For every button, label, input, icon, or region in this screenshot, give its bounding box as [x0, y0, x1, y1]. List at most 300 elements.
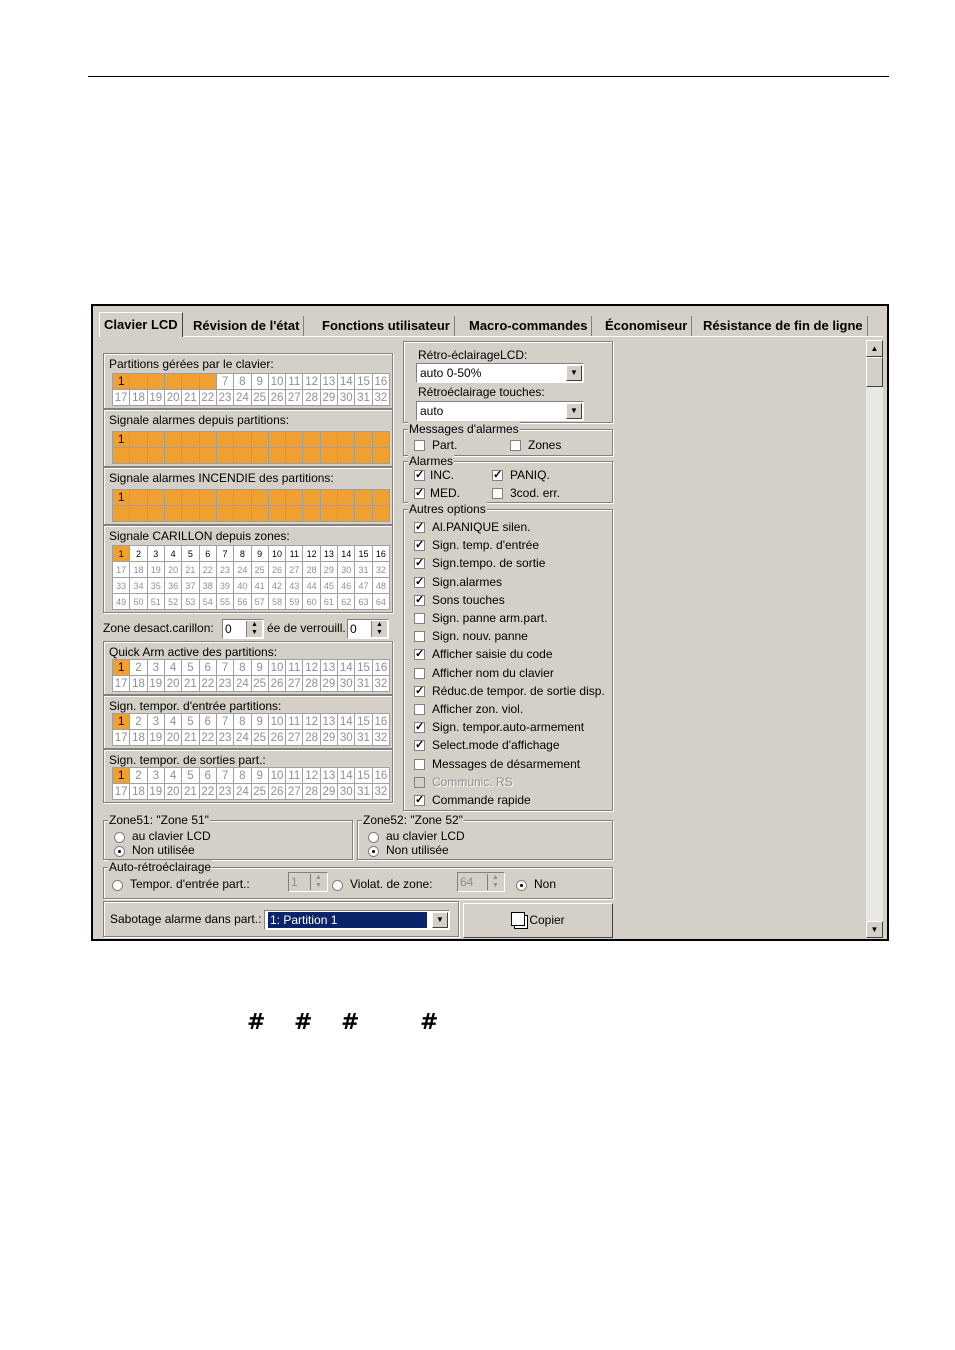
partition-cell[interactable]: 6: [199, 490, 216, 506]
zone-cell[interactable]: 64: [372, 594, 389, 610]
partition-cell[interactable]: 13: [320, 432, 337, 448]
zone-cell[interactable]: 21: [182, 562, 199, 578]
partition-cell[interactable]: 29: [320, 390, 337, 406]
partition-cell[interactable]: 22: [199, 730, 216, 746]
zone-cell[interactable]: 8: [234, 546, 251, 562]
partition-cell[interactable]: 24: [234, 448, 251, 464]
copier-button[interactable]: [463, 903, 613, 938]
signale-alarmes-grid[interactable]: [112, 431, 390, 464]
option-checkbox[interactable]: ✓: [415, 575, 425, 588]
partition-cell[interactable]: 5: [182, 768, 199, 784]
partition-cell[interactable]: 26: [268, 676, 285, 692]
partition-cell[interactable]: 1: [113, 660, 130, 676]
tab-macro-commandes[interactable]: Macro-commandes: [465, 316, 592, 336]
partition-cell[interactable]: 12: [303, 714, 320, 730]
partition-cell[interactable]: 4: [164, 374, 181, 390]
partition-cell[interactable]: 3: [147, 374, 164, 390]
partition-cell[interactable]: 31: [355, 784, 372, 800]
tab-economiseur[interactable]: Économiseur: [601, 316, 692, 336]
partition-cell[interactable]: 24: [234, 506, 251, 522]
scroll-thumb[interactable]: [866, 357, 883, 387]
partition-cell[interactable]: 23: [216, 676, 233, 692]
partition-cell[interactable]: 26: [268, 390, 285, 406]
partition-cell[interactable]: 10: [268, 768, 285, 784]
partition-cell[interactable]: 3: [147, 432, 164, 448]
partition-cell[interactable]: 8: [234, 374, 251, 390]
partition-cell[interactable]: 23: [216, 730, 233, 746]
option-checkbox[interactable]: [414, 759, 425, 770]
zone-cell[interactable]: 18: [130, 562, 147, 578]
zone-cell[interactable]: 28: [303, 562, 320, 578]
partition-cell[interactable]: 14: [338, 432, 355, 448]
partition-cell[interactable]: 6: [199, 374, 216, 390]
option-checkbox[interactable]: [414, 668, 425, 679]
scroll-down-icon[interactable]: ▼: [866, 921, 883, 938]
zones-checkbox[interactable]: [510, 440, 521, 451]
paniq-checkbox[interactable]: ✓: [493, 469, 503, 481]
partition-cell[interactable]: 8: [234, 714, 251, 730]
partition-cell[interactable]: 3: [147, 768, 164, 784]
partition-cell[interactable]: 13: [320, 374, 337, 390]
partition-cell[interactable]: 4: [164, 714, 181, 730]
partition-cell[interactable]: 20: [164, 730, 181, 746]
partition-cell[interactable]: 30: [338, 784, 355, 800]
zone-cell[interactable]: 44: [303, 578, 320, 594]
partition-cell[interactable]: 22: [199, 506, 216, 522]
zone-desact-spinner[interactable]: [222, 619, 264, 639]
option-checkbox[interactable]: ✓: [415, 557, 425, 570]
partition-cell[interactable]: 30: [338, 448, 355, 464]
zone-cell[interactable]: 14: [338, 546, 355, 562]
partition-cell[interactable]: 15: [355, 714, 372, 730]
option-checkbox[interactable]: [414, 613, 425, 624]
partition-cell[interactable]: 22: [199, 784, 216, 800]
partition-cell[interactable]: 14: [338, 374, 355, 390]
zone-cell[interactable]: 27: [286, 562, 303, 578]
zone-cell[interactable]: 41: [251, 578, 268, 594]
3cod-checkbox[interactable]: [492, 488, 503, 499]
option-checkbox[interactable]: [414, 777, 425, 788]
partition-cell[interactable]: 10: [268, 374, 285, 390]
partition-cell[interactable]: 3: [147, 714, 164, 730]
zone-cell[interactable]: 34: [130, 578, 147, 594]
zone-cell[interactable]: 54: [199, 594, 216, 610]
partition-cell[interactable]: 23: [216, 390, 233, 406]
partition-cell[interactable]: 11: [286, 768, 303, 784]
non-radio[interactable]: [516, 880, 527, 891]
partition-cell[interactable]: 25: [251, 784, 268, 800]
zone-cell[interactable]: 11: [286, 546, 303, 562]
tempor-entree-spinner[interactable]: [288, 872, 328, 892]
med-checkbox[interactable]: ✓: [415, 487, 425, 499]
zone-cell[interactable]: 25: [251, 562, 268, 578]
partition-cell[interactable]: 29: [320, 784, 337, 800]
zone-cell[interactable]: 22: [199, 562, 216, 578]
partition-cell[interactable]: 21: [182, 730, 199, 746]
violat-zone-radio[interactable]: [332, 880, 343, 891]
partition-cell[interactable]: 32: [372, 676, 389, 692]
partition-cell[interactable]: 28: [303, 506, 320, 522]
partition-cell[interactable]: 30: [338, 390, 355, 406]
partition-cell[interactable]: 21: [182, 676, 199, 692]
chevron-down-icon[interactable]: ▼: [432, 912, 448, 928]
partition-cell[interactable]: 5: [182, 714, 199, 730]
partition-cell[interactable]: 1: [113, 714, 130, 730]
vertical-scrollbar[interactable]: [866, 340, 883, 938]
zone-cell[interactable]: 38: [199, 578, 216, 594]
zone-cell[interactable]: 48: [372, 578, 389, 594]
option-checkbox[interactable]: [414, 631, 425, 642]
partition-cell[interactable]: 19: [147, 784, 164, 800]
partition-cell[interactable]: 23: [216, 448, 233, 464]
zone-cell[interactable]: 46: [338, 578, 355, 594]
zone-cell[interactable]: 6: [199, 546, 216, 562]
retro-touches-select[interactable]: [416, 401, 584, 421]
partition-cell[interactable]: 31: [355, 730, 372, 746]
partition-cell[interactable]: 12: [303, 490, 320, 506]
zone-cell[interactable]: 24: [234, 562, 251, 578]
zone-cell[interactable]: 26: [268, 562, 285, 578]
partition-cell[interactable]: 31: [355, 390, 372, 406]
partition-cell[interactable]: 2: [130, 660, 147, 676]
partition-cell[interactable]: 1: [113, 490, 130, 506]
partition-cell[interactable]: 28: [303, 730, 320, 746]
zone-cell[interactable]: 45: [320, 578, 337, 594]
partition-cell[interactable]: 15: [355, 660, 372, 676]
partition-cell[interactable]: 30: [338, 730, 355, 746]
partition-cell[interactable]: 24: [234, 676, 251, 692]
partition-cell[interactable]: 31: [355, 676, 372, 692]
verrouillage-spinner[interactable]: [347, 619, 389, 639]
quick-arm-grid[interactable]: [112, 659, 390, 692]
chevron-down-icon[interactable]: ▼: [566, 403, 582, 419]
spin-arrows-icon[interactable]: ▲ ▼: [310, 874, 326, 890]
retro-lcd-select[interactable]: [416, 363, 584, 383]
partition-cell[interactable]: 11: [286, 490, 303, 506]
zone-cell[interactable]: 51: [147, 594, 164, 610]
zone-cell[interactable]: 60: [303, 594, 320, 610]
zone-cell[interactable]: 39: [216, 578, 233, 594]
partition-cell[interactable]: 12: [303, 768, 320, 784]
partition-cell[interactable]: 14: [338, 490, 355, 506]
partition-cell[interactable]: 18: [130, 448, 147, 464]
partition-cell[interactable]: 20: [164, 390, 181, 406]
partition-cell[interactable]: 30: [338, 676, 355, 692]
partition-cell[interactable]: 11: [286, 374, 303, 390]
zone-cell[interactable]: 63: [355, 594, 372, 610]
partition-cell[interactable]: 13: [320, 768, 337, 784]
partition-cell[interactable]: 18: [130, 730, 147, 746]
partition-cell[interactable]: 29: [320, 506, 337, 522]
partition-cell[interactable]: 23: [216, 784, 233, 800]
partition-cell[interactable]: 10: [268, 660, 285, 676]
inc-checkbox[interactable]: ✓: [415, 469, 425, 481]
partition-cell[interactable]: 1: [113, 374, 130, 390]
partition-cell[interactable]: 12: [303, 432, 320, 448]
zone-cell[interactable]: 53: [182, 594, 199, 610]
partition-cell[interactable]: 5: [182, 432, 199, 448]
partition-cell[interactable]: 20: [164, 784, 181, 800]
zone-cell[interactable]: 23: [216, 562, 233, 578]
zone52-clavier-radio[interactable]: [368, 832, 379, 843]
partition-cell[interactable]: 25: [251, 448, 268, 464]
option-checkbox[interactable]: ✓: [415, 739, 425, 752]
partition-cell[interactable]: 21: [182, 448, 199, 464]
zone-cell[interactable]: 62: [338, 594, 355, 610]
zone-cell[interactable]: 20: [164, 562, 181, 578]
partition-cell[interactable]: 1: [113, 432, 130, 448]
zone-cell[interactable]: 7: [216, 546, 233, 562]
partition-cell[interactable]: 9: [251, 660, 268, 676]
partition-cell[interactable]: 13: [320, 660, 337, 676]
partition-cell[interactable]: 18: [130, 506, 147, 522]
partition-cell[interactable]: 3: [147, 490, 164, 506]
part-checkbox[interactable]: [414, 440, 425, 451]
chevron-down-icon[interactable]: ▼: [566, 365, 582, 381]
partition-cell[interactable]: 16: [372, 768, 389, 784]
partition-cell[interactable]: 2: [130, 490, 147, 506]
tempor-entree-radio[interactable]: [112, 880, 123, 891]
partition-cell[interactable]: 5: [182, 660, 199, 676]
partition-cell[interactable]: 14: [338, 714, 355, 730]
partition-cell[interactable]: 3: [147, 660, 164, 676]
zone-cell[interactable]: 49: [113, 594, 130, 610]
tab-revision-etat[interactable]: Révision de l'état: [189, 316, 304, 336]
partition-cell[interactable]: 28: [303, 448, 320, 464]
partition-cell[interactable]: 4: [164, 490, 181, 506]
partition-cell[interactable]: 4: [164, 768, 181, 784]
option-checkbox[interactable]: ✓: [415, 593, 425, 606]
signale-incendie-grid[interactable]: [112, 489, 390, 522]
tab-clavier-lcd[interactable]: Clavier LCD: [99, 312, 183, 337]
partition-cell[interactable]: 16: [372, 374, 389, 390]
partition-cell[interactable]: 9: [251, 490, 268, 506]
partition-cell[interactable]: 19: [147, 730, 164, 746]
partition-cell[interactable]: 27: [286, 448, 303, 464]
zone-cell[interactable]: 59: [286, 594, 303, 610]
partition-cell[interactable]: 11: [286, 660, 303, 676]
partition-cell[interactable]: 17: [113, 506, 130, 522]
partition-cell[interactable]: 24: [234, 730, 251, 746]
partition-cell[interactable]: 25: [251, 730, 268, 746]
partition-cell[interactable]: 24: [234, 784, 251, 800]
carillon-grid[interactable]: [112, 545, 390, 610]
zone-cell[interactable]: 4: [164, 546, 181, 562]
partition-cell[interactable]: 5: [182, 374, 199, 390]
zone-cell[interactable]: 61: [320, 594, 337, 610]
partition-cell[interactable]: 25: [251, 506, 268, 522]
partition-cell[interactable]: 9: [251, 432, 268, 448]
partition-cell[interactable]: 20: [164, 676, 181, 692]
partition-cell[interactable]: 29: [320, 730, 337, 746]
partitions-gerees-grid[interactable]: [112, 373, 390, 406]
partition-cell[interactable]: 27: [286, 390, 303, 406]
zone-cell[interactable]: 16: [372, 546, 389, 562]
zone-cell[interactable]: 56: [234, 594, 251, 610]
partition-cell[interactable]: 1: [113, 768, 130, 784]
partition-cell[interactable]: 16: [372, 432, 389, 448]
partition-cell[interactable]: 6: [199, 714, 216, 730]
tab-fonctions-utilisateur[interactable]: Fonctions utilisateur: [318, 316, 455, 336]
partition-cell[interactable]: 17: [113, 784, 130, 800]
partition-cell[interactable]: 10: [268, 432, 285, 448]
zone51-clavier-radio[interactable]: [114, 832, 125, 843]
partition-cell[interactable]: 15: [355, 374, 372, 390]
zone-cell[interactable]: 32: [372, 562, 389, 578]
zone-cell[interactable]: 37: [182, 578, 199, 594]
partition-cell[interactable]: 5: [182, 490, 199, 506]
partition-cell[interactable]: 25: [251, 390, 268, 406]
partition-cell[interactable]: 14: [338, 768, 355, 784]
partition-cell[interactable]: 2: [130, 768, 147, 784]
option-checkbox[interactable]: ✓: [415, 684, 425, 697]
partition-cell[interactable]: 9: [251, 374, 268, 390]
partition-cell[interactable]: 11: [286, 714, 303, 730]
partition-cell[interactable]: 2: [130, 714, 147, 730]
partition-cell[interactable]: 27: [286, 506, 303, 522]
partition-cell[interactable]: 6: [199, 432, 216, 448]
partition-cell[interactable]: 15: [355, 768, 372, 784]
zone51-non-utilisee-radio[interactable]: [114, 846, 125, 857]
partition-cell[interactable]: 7: [216, 432, 233, 448]
partition-cell[interactable]: 17: [113, 730, 130, 746]
partition-cell[interactable]: 28: [303, 676, 320, 692]
partition-cell[interactable]: 6: [199, 768, 216, 784]
zone-cell[interactable]: 29: [320, 562, 337, 578]
zone-cell[interactable]: 35: [147, 578, 164, 594]
partition-cell[interactable]: 15: [355, 490, 372, 506]
partition-cell[interactable]: 23: [216, 506, 233, 522]
zone-cell[interactable]: 40: [234, 578, 251, 594]
zone-cell[interactable]: 5: [182, 546, 199, 562]
partition-cell[interactable]: 7: [216, 768, 233, 784]
partition-cell[interactable]: 15: [355, 432, 372, 448]
zone-cell[interactable]: 33: [113, 578, 130, 594]
zone-cell[interactable]: 17: [113, 562, 130, 578]
option-checkbox[interactable]: [414, 704, 425, 715]
partition-cell[interactable]: 18: [130, 676, 147, 692]
partition-cell[interactable]: 27: [286, 676, 303, 692]
partition-cell[interactable]: 4: [164, 660, 181, 676]
zone-cell[interactable]: 50: [130, 594, 147, 610]
zone-cell[interactable]: 15: [355, 546, 372, 562]
partition-cell[interactable]: 7: [216, 490, 233, 506]
partition-cell[interactable]: 32: [372, 390, 389, 406]
partition-cell[interactable]: 27: [286, 730, 303, 746]
zone-cell[interactable]: 57: [251, 594, 268, 610]
partition-cell[interactable]: 32: [372, 448, 389, 464]
partition-cell[interactable]: 9: [251, 768, 268, 784]
partition-cell[interactable]: 20: [164, 506, 181, 522]
partition-cell[interactable]: 26: [268, 730, 285, 746]
partition-cell[interactable]: 7: [216, 374, 233, 390]
partition-cell[interactable]: 12: [303, 374, 320, 390]
partition-cell[interactable]: 7: [216, 714, 233, 730]
zone-cell[interactable]: 19: [147, 562, 164, 578]
partition-cell[interactable]: 6: [199, 660, 216, 676]
partition-cell[interactable]: 20: [164, 448, 181, 464]
partition-cell[interactable]: 13: [320, 490, 337, 506]
zone-cell[interactable]: 9: [251, 546, 268, 562]
partition-cell[interactable]: 31: [355, 506, 372, 522]
zone-cell[interactable]: 13: [320, 546, 337, 562]
zone-cell[interactable]: 2: [130, 546, 147, 562]
zone-cell[interactable]: 52: [164, 594, 181, 610]
partition-cell[interactable]: 19: [147, 390, 164, 406]
scroll-up-icon[interactable]: ▲: [866, 340, 883, 357]
partition-cell[interactable]: 13: [320, 714, 337, 730]
zone-cell[interactable]: 31: [355, 562, 372, 578]
partition-cell[interactable]: 32: [372, 506, 389, 522]
partition-cell[interactable]: 16: [372, 490, 389, 506]
partition-cell[interactable]: 32: [372, 730, 389, 746]
partition-cell[interactable]: 26: [268, 784, 285, 800]
partition-cell[interactable]: 10: [268, 714, 285, 730]
partition-cell[interactable]: 8: [234, 768, 251, 784]
violat-zone-spinner[interactable]: [457, 872, 505, 892]
partition-cell[interactable]: 16: [372, 660, 389, 676]
partition-cell[interactable]: 27: [286, 784, 303, 800]
zone-cell[interactable]: 30: [338, 562, 355, 578]
tempor-sorties-grid[interactable]: [112, 767, 390, 800]
partition-cell[interactable]: 31: [355, 448, 372, 464]
zone-cell[interactable]: 10: [268, 546, 285, 562]
zone-cell[interactable]: 12: [303, 546, 320, 562]
partition-cell[interactable]: 8: [234, 490, 251, 506]
partition-cell[interactable]: 19: [147, 506, 164, 522]
partition-cell[interactable]: 4: [164, 432, 181, 448]
zone-cell[interactable]: 47: [355, 578, 372, 594]
partition-cell[interactable]: 10: [268, 490, 285, 506]
spin-arrows-icon[interactable]: ▲ ▼: [371, 621, 387, 637]
tab-resistance-fin-ligne[interactable]: Résistance de fin de ligne: [699, 316, 868, 336]
partition-cell[interactable]: 22: [199, 390, 216, 406]
partition-cell[interactable]: 21: [182, 506, 199, 522]
partition-cell[interactable]: 28: [303, 784, 320, 800]
partition-cell[interactable]: 16: [372, 714, 389, 730]
sabotage-select[interactable]: [264, 910, 450, 930]
partition-cell[interactable]: 18: [130, 784, 147, 800]
zone-cell[interactable]: 3: [147, 546, 164, 562]
partition-cell[interactable]: 11: [286, 432, 303, 448]
partition-cell[interactable]: 29: [320, 676, 337, 692]
zone-cell[interactable]: 58: [268, 594, 285, 610]
partition-cell[interactable]: 21: [182, 784, 199, 800]
partition-cell[interactable]: 25: [251, 676, 268, 692]
partition-cell[interactable]: 26: [268, 448, 285, 464]
option-checkbox[interactable]: ✓: [415, 648, 425, 661]
zone52-non-utilisee-radio[interactable]: [368, 846, 379, 857]
partition-cell[interactable]: 17: [113, 448, 130, 464]
partition-cell[interactable]: 2: [130, 432, 147, 448]
partition-cell[interactable]: 17: [113, 676, 130, 692]
partition-cell[interactable]: 8: [234, 432, 251, 448]
partition-cell[interactable]: 29: [320, 448, 337, 464]
partition-cell[interactable]: 19: [147, 448, 164, 464]
partition-cell[interactable]: 19: [147, 676, 164, 692]
spin-arrows-icon[interactable]: ▲ ▼: [487, 874, 503, 890]
partition-cell[interactable]: 9: [251, 714, 268, 730]
partition-cell[interactable]: 8: [234, 660, 251, 676]
spin-arrows-icon[interactable]: ▲ ▼: [246, 621, 262, 637]
partition-cell[interactable]: 30: [338, 506, 355, 522]
partition-cell[interactable]: 18: [130, 390, 147, 406]
option-checkbox[interactable]: ✓: [415, 539, 425, 552]
partition-cell[interactable]: 32: [372, 784, 389, 800]
partition-cell[interactable]: 22: [199, 448, 216, 464]
partition-cell[interactable]: 26: [268, 506, 285, 522]
tempor-entree-grid[interactable]: [112, 713, 390, 746]
